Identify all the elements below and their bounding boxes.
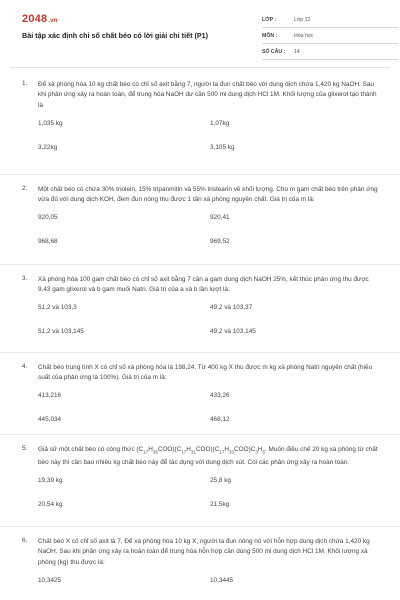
formula-part: . Muốn điều chế 20 kg xà phòng từ chất béo này thì cần bao nhiêu kg chất béo này để tác dụng với dung dịch xút. Coi các phản ứng xảy ra hoàn toàn. bbox=[38, 446, 378, 466]
option-a[interactable]: 19,39 kg bbox=[38, 476, 63, 484]
question-text: Để xà phòng hóa 10 kg chất béo có chỉ số axit bằng 7, người ta đun chất béo với dung dịch chứa 1,420 kg NaOH. Sau khi phản ứng xảy ra hoàn toàn, để trung hòa NaOH dư cần 500 ml dung dịch HCl 1M. Khối lượng của glixerol tạo thành là bbox=[38, 81, 377, 109]
formula-sub: 3 bbox=[255, 449, 258, 455]
meta-row-class bbox=[262, 12, 398, 28]
option-c[interactable]: 20,54 kg bbox=[38, 500, 63, 508]
option-grid bbox=[38, 206, 378, 254]
question-number: 6. bbox=[22, 537, 28, 544]
option-b[interactable]: 1,07kg bbox=[210, 119, 230, 127]
question-text: Chất béo trung tính X có chỉ số xà phòng hóa là 198,24. Từ 400 kg X thu được m kg xà phòng Natri nguyên chất (hiệu suất của phản ứng là 100%). Giá trị của m là: bbox=[38, 364, 373, 382]
meta-value: Hóa học bbox=[294, 32, 314, 39]
option-c[interactable]: 445,034 bbox=[38, 416, 62, 424]
formula-part: COO)(C bbox=[157, 446, 182, 453]
option-grid bbox=[38, 384, 378, 432]
option-b[interactable]: 25,8 kg bbox=[210, 476, 231, 484]
meta-label: MÔN : bbox=[262, 32, 278, 39]
page-title: Bài tập xác định chỉ số chất béo có lời giải chi tiết (P1) bbox=[22, 31, 209, 40]
option-b[interactable]: 920,41 bbox=[210, 214, 230, 222]
option-a[interactable]: 413,216 bbox=[38, 392, 62, 400]
question-4 bbox=[0, 353, 400, 435]
option-grid bbox=[38, 296, 378, 344]
formula-sub: 5 bbox=[262, 449, 265, 455]
option-a[interactable]: 920,05 bbox=[38, 214, 58, 222]
formula-part: H bbox=[257, 446, 263, 453]
formula-part: H bbox=[148, 446, 153, 453]
question-text: Chất béo X có chỉ số axit là 7. Để xà phòng hóa 10 kg X, người ta đun nóng nó với hỗn hợp dung dịch chứa 1,420 kg NaOH. Sau khi phản ứng xảy ra hoàn toàn để trung hòa hỗn hợp cần dùng 500 ml dung dịch HCl 1M. Khối lượng xà phòng (kg) thu được là: bbox=[38, 538, 370, 566]
question-number: 4. bbox=[22, 363, 28, 370]
meta-label: SỐ CÂU : bbox=[262, 48, 286, 55]
option-a[interactable]: 51,2 và 103,3 bbox=[38, 304, 77, 312]
formula-part: H bbox=[186, 446, 191, 453]
meta-label: LỚP : bbox=[262, 16, 277, 23]
question-text bbox=[38, 445, 378, 468]
option-c[interactable]: 3,22kg bbox=[38, 143, 58, 151]
option-b[interactable]: 433,26 bbox=[210, 392, 230, 400]
option-d[interactable]: 49,2 và 103,145 bbox=[210, 328, 256, 336]
formula-part: COO)C bbox=[234, 446, 256, 453]
question-text: Một chất béo có chứa 30% triolein, 15% tripanmitin và 55% tristearin về khối lượng. Cho m gam chất béo trên phản ứng vừa đủ với dung dịch KOH, đem đun nóng thu được 1 tấn xà phòng nguyên chất. Giá trị của m là: bbox=[38, 186, 378, 204]
site-logo[interactable] bbox=[22, 13, 58, 25]
question-6 bbox=[0, 527, 400, 600]
formula-sub: 31 bbox=[190, 449, 196, 455]
option-d[interactable]: 969,52 bbox=[210, 238, 230, 246]
option-grid bbox=[38, 568, 378, 592]
option-b[interactable]: 10,3445 bbox=[210, 576, 234, 584]
option-d[interactable]: 3,105 kg bbox=[210, 143, 235, 151]
formula-sub: 17 bbox=[181, 449, 187, 455]
option-a[interactable]: 1,035 kg bbox=[38, 119, 63, 127]
meta-row-count bbox=[262, 44, 398, 60]
header bbox=[10, 0, 390, 68]
option-c[interactable]: 51,2 và 103,145 bbox=[38, 328, 84, 336]
formula-part: H bbox=[224, 446, 229, 453]
question-text: Xà phòng hóa 100 gam chất béo có chỉ số axit bằng 7 cần a gam dung dịch NaOH 25%, kết thúc phản ứng thu được 9,43 gam glixerol và b gam muối Natri. Giá trị của a và b lần lượt là: bbox=[38, 276, 369, 294]
question-3 bbox=[0, 265, 400, 353]
meta-info bbox=[262, 12, 398, 60]
question-number: 5. bbox=[22, 445, 28, 452]
question-2 bbox=[0, 175, 400, 265]
question-number: 1. bbox=[22, 80, 28, 87]
option-b[interactable]: 49,2 và 103,37 bbox=[210, 304, 253, 312]
logo-main: 2048 bbox=[22, 13, 48, 25]
question-5 bbox=[0, 435, 400, 527]
question-number: 2. bbox=[22, 185, 28, 192]
formula-sub: 33 bbox=[229, 449, 235, 455]
question-1 bbox=[0, 80, 400, 175]
formula-sub: 17 bbox=[219, 449, 225, 455]
formula-part: COO)(C bbox=[195, 446, 220, 453]
formula-sub: 17 bbox=[143, 449, 149, 455]
option-grid bbox=[38, 111, 378, 159]
option-c[interactable]: 968,68 bbox=[38, 238, 58, 246]
logo-sub: .vn bbox=[48, 18, 58, 24]
meta-value: 14 bbox=[294, 48, 300, 55]
question-number: 3. bbox=[22, 275, 28, 282]
question-list bbox=[0, 80, 400, 600]
option-grid bbox=[38, 468, 378, 516]
formula-sub: 35 bbox=[152, 449, 158, 455]
meta-row-subject bbox=[262, 28, 398, 44]
option-d[interactable]: 21,5kg bbox=[210, 500, 230, 508]
meta-value: Lớp 12 bbox=[294, 16, 311, 23]
option-d[interactable]: 468,12 bbox=[210, 416, 230, 424]
formula-part: Giả sử một chất béo có công thức (C bbox=[38, 446, 144, 453]
option-a[interactable]: 10,3425 bbox=[38, 576, 62, 584]
